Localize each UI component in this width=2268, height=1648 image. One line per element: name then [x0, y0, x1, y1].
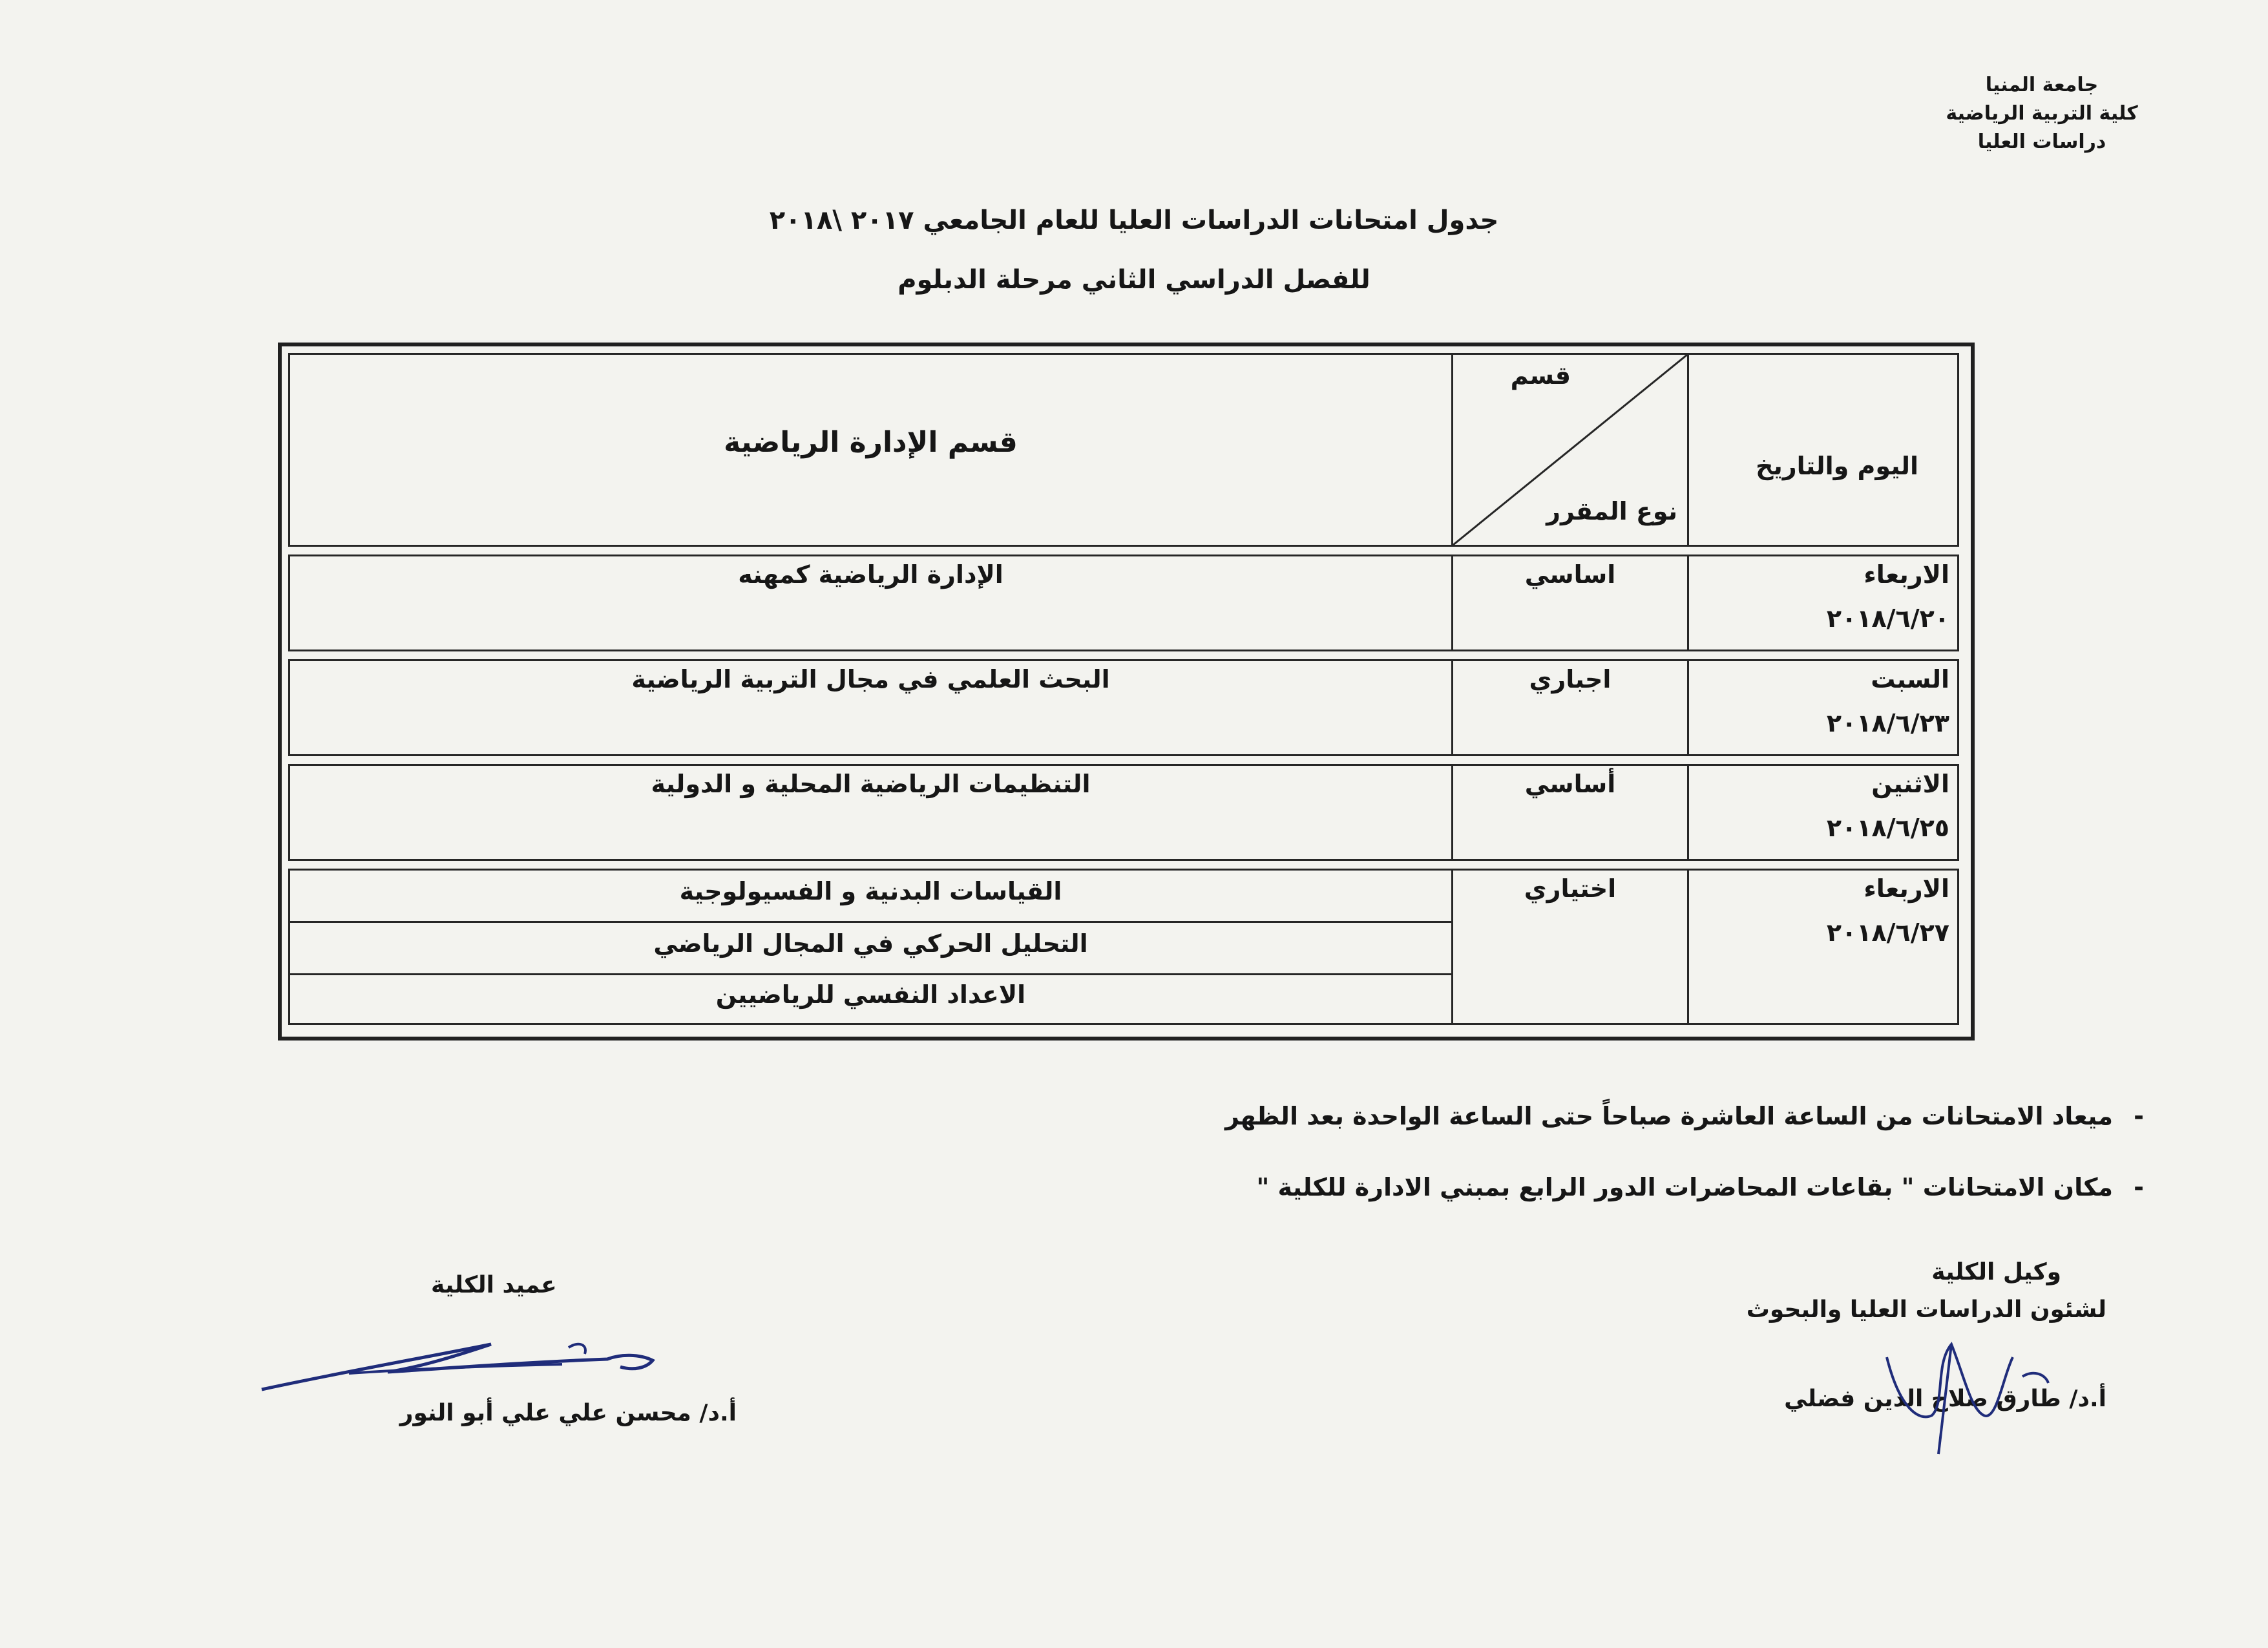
department-name: دراسات العليا — [1977, 131, 2106, 153]
header-day-date-label: اليوم والتاريخ — [1756, 452, 1918, 480]
header-diag-bottom-label: نوع المقرر — [1546, 497, 1677, 525]
type-cell-2 — [1451, 659, 1689, 756]
date-cell-1 — [1687, 555, 1959, 651]
course-type: اختياري — [1524, 874, 1617, 903]
course-name: القياسات البدنية و الفسيولوجية — [679, 877, 1062, 905]
vice-dean-handwritten-signature — [1874, 1318, 2055, 1467]
date-label: ٢٠١٨/٦/٢٧ — [1826, 918, 1949, 947]
course-name: الاعداد النفسي للرياضيين — [715, 980, 1026, 1009]
course-name: التحليل الحركي في المجال الرياضي — [653, 929, 1088, 958]
course-cell — [288, 973, 1453, 1025]
date-cell-3 — [1687, 764, 1959, 861]
header-diag-top-label: قسم — [1510, 361, 1571, 390]
exam-schedule-table — [278, 343, 1975, 1041]
date-cell-4 — [1687, 869, 1959, 1025]
header-department-cell — [288, 353, 1453, 547]
department-heading: قسم الإدارة الرياضية — [724, 426, 1018, 459]
note-text: مكان الامتحانات " بقاعات المحاضرات الدور الرابع بمبني الادارة للكلية " — [1256, 1173, 2113, 1201]
faculty-name: كلية التربية الرياضية — [1946, 102, 2138, 125]
day-label: الاربعاء — [1864, 560, 1949, 589]
dean-title: عميد الكلية — [430, 1272, 557, 1298]
course-cell — [288, 921, 1453, 975]
header-day-date-cell — [1687, 353, 1959, 547]
course-cell — [288, 555, 1453, 651]
type-cell-4 — [1451, 869, 1689, 1025]
note-exam-place — [1257, 1173, 2165, 1201]
bullet-dash: - — [2134, 1102, 2144, 1130]
dean-handwritten-signature — [258, 1328, 672, 1399]
vice-dean-name: أ.د/ طارق صلاح الدين فضلي — [1784, 1386, 2106, 1412]
day-label: السبت — [1871, 665, 1949, 693]
course-name: الإدارة الرياضية كمهنه — [738, 560, 1003, 589]
vice-dean-subtitle: لشئون الدراسات العليا والبحوث — [1746, 1296, 2106, 1323]
date-label: ٢٠١٨/٦/٢٠ — [1826, 604, 1949, 633]
course-type: أساسي — [1524, 770, 1616, 798]
table-body — [288, 353, 1964, 1030]
institution-header — [1906, 71, 2178, 156]
schedule-title: جدول امتحانات الدراسات العليا للعام الجامعي ٢٠١٧ \٢٠١٨ — [769, 206, 1499, 235]
date-label: ٢٠١٨/٦/٢٥ — [1826, 814, 1949, 842]
note-exam-time — [1225, 1102, 2165, 1130]
course-type: اساسي — [1524, 560, 1616, 589]
type-cell-1 — [1451, 555, 1689, 651]
header-diagonal-cell — [1451, 353, 1689, 547]
date-cell-2 — [1687, 659, 1959, 756]
course-type: اجباري — [1529, 665, 1612, 693]
note-text: ميعاد الامتحانات من الساعة العاشرة صباحاً حتى الساعة الواحدة بعد الظهر — [1224, 1102, 2113, 1130]
schedule-subtitle: للفصل الدراسي الثاني مرحلة الدبلوم — [898, 265, 1370, 295]
course-cell — [288, 659, 1453, 756]
course-cell — [288, 869, 1453, 923]
day-label: الاثنين — [1871, 770, 1949, 798]
course-name: التنظيمات الرياضية المحلية و الدولية — [651, 770, 1091, 798]
dean-name: أ.د/ محسن علي علي أبو النور — [399, 1400, 737, 1426]
vice-dean-title: وكيل الكلية — [1931, 1259, 2061, 1285]
day-label: الاربعاء — [1864, 874, 1949, 903]
course-cell — [288, 764, 1453, 861]
university-name: جامعة المنيا — [1985, 74, 2099, 96]
date-label: ٢٠١٨/٦/٢٣ — [1826, 709, 1949, 737]
bullet-dash: - — [2134, 1173, 2144, 1201]
type-cell-3 — [1451, 764, 1689, 861]
course-name: البحث العلمي في مجال التربية الرياضية — [631, 665, 1110, 693]
